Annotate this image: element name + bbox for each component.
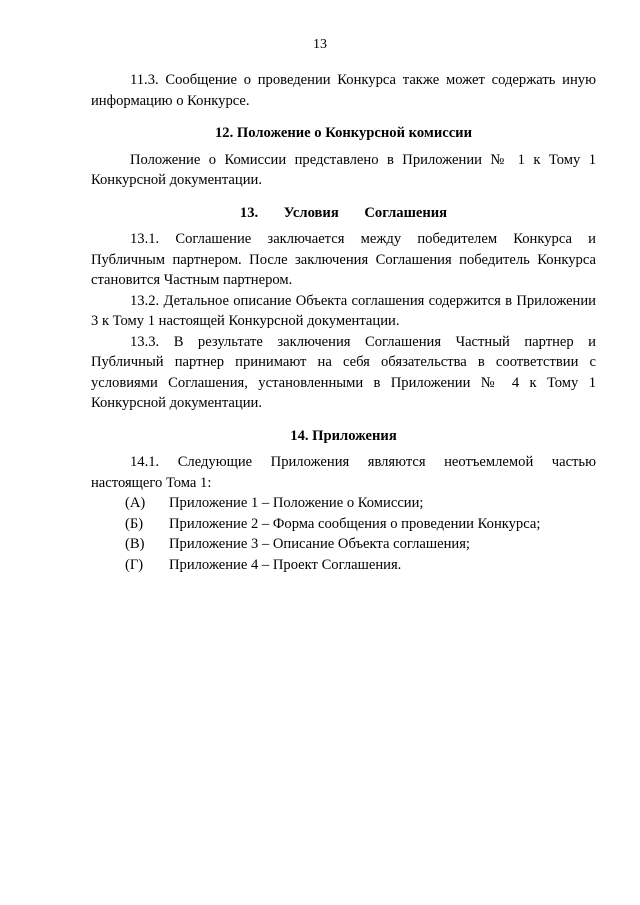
paragraph-13-1: 13.1. Соглашение заключается между победителем Конкурса и Публичным партнером. После заключения Соглашения победитель Конкурса становится Частным партнером. (91, 231, 596, 288)
appendix-item-letter: (А) (125, 495, 146, 511)
paragraph-14-1: 14.1. Следующие Приложения являются неотъемлемой частью настоящего Тома 1: (91, 454, 596, 491)
appendix-list (91, 493, 596, 575)
paragraph-12: Положение о Комиссии представлено в Приложении № 1 к Тому 1 Конкурсной документации. (91, 151, 596, 188)
paragraph-13-3: 13.3. В результате заключения Соглашения Частный партнер и Публичный партнер принимают на себя обязательства в соответствии с условиями Соглашения, установленными в Приложении № 4 к Тому 1 Конкурсной документации. (91, 333, 596, 411)
document-body (91, 70, 596, 575)
appendix-item (125, 534, 596, 555)
heading-section-13: 13. Условия Соглашения (239, 204, 448, 221)
paragraph-11-3: 11.3. Сообщение о проведении Конкурса также может содержать иную информацию о Конкурсе. (91, 72, 596, 109)
paragraph-13-2: 13.2. Детальное описание Объекта соглашения содержится в Приложении 3 к Тому 1 настоящей Конкурсной документации. (91, 292, 596, 329)
page-number: 13 (313, 37, 327, 52)
appendix-item-text: Приложение 3 – Описание Объекта соглашения; (169, 536, 470, 552)
appendix-item-letter: (В) (125, 536, 145, 552)
appendix-item-letter: (Г) (125, 556, 144, 573)
appendix-item (125, 514, 596, 535)
heading-section-12: 12. Положение о Конкурсной комиссии (215, 125, 472, 141)
appendix-item-text: Приложение 2 – Форма сообщения о проведении Конкурса; (169, 515, 541, 532)
appendix-item (125, 493, 596, 514)
appendix-item-text: Приложение 1 – Положение о Комиссии; (169, 495, 424, 511)
appendix-item-letter: (Б) (125, 515, 144, 532)
appendix-item-text: Приложение 4 – Проект Соглашения. (169, 556, 402, 573)
heading-section-14: 14. Приложения (290, 427, 397, 444)
appendix-item (125, 555, 596, 576)
